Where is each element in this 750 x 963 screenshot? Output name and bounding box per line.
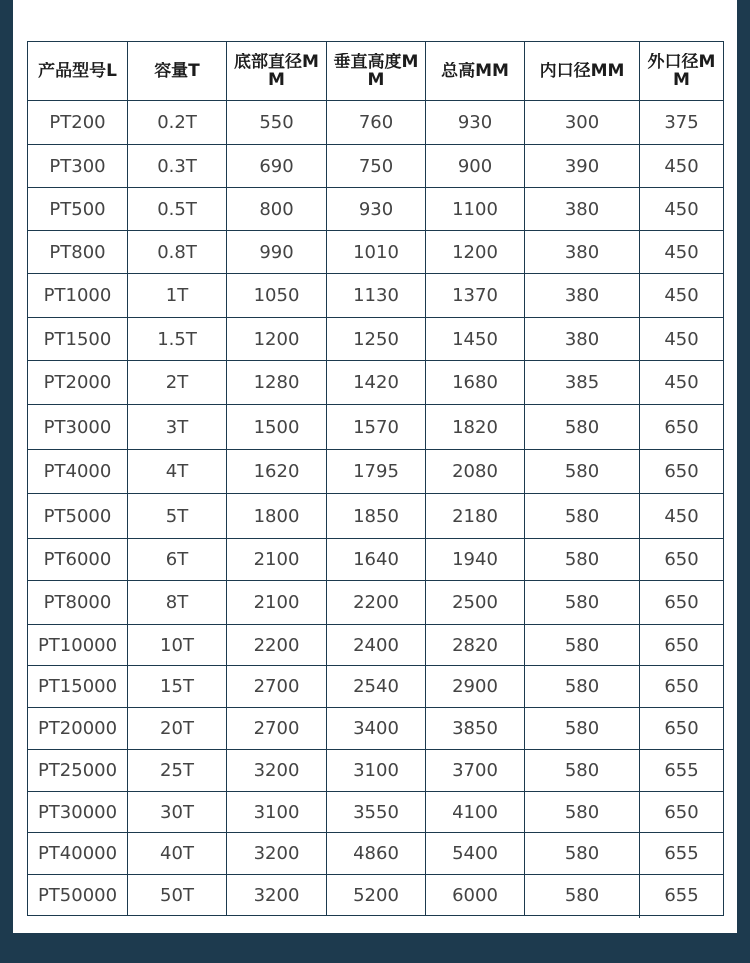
table-row — [28, 750, 724, 792]
cell-inner-diameter: 580 — [525, 708, 640, 750]
header-vertical-height: 垂直高度MM — [327, 42, 426, 101]
cell-total-height: 900 — [426, 145, 525, 188]
cell-vertical-height: 1640 — [327, 539, 426, 581]
cell-outer-diameter: 375 — [640, 101, 724, 145]
cell-inner-diameter: 580 — [525, 792, 640, 833]
header-model: 产品型号L — [28, 42, 128, 101]
cell-capacity: 25T — [128, 750, 227, 792]
cell-bottom-diameter: 2700 — [227, 708, 327, 750]
cell-total-height: 1370 — [426, 274, 525, 318]
cell-capacity: 4T — [128, 450, 227, 494]
cell-vertical-height: 3550 — [327, 792, 426, 833]
cell-model: PT1500 — [28, 318, 128, 361]
cell-outer-diameter: 450 — [640, 494, 724, 539]
cell-outer-diameter: 450 — [640, 145, 724, 188]
cell-vertical-height: 3100 — [327, 750, 426, 792]
cell-inner-diameter: 580 — [525, 539, 640, 581]
table-row — [28, 539, 724, 581]
header-capacity: 容量T — [128, 42, 227, 101]
cell-model: PT500 — [28, 188, 128, 231]
table-row — [28, 405, 724, 450]
table-row — [28, 666, 724, 708]
cell-inner-diameter: 580 — [525, 494, 640, 539]
cell-bottom-diameter: 3100 — [227, 792, 327, 833]
cell-model: PT200 — [28, 101, 128, 145]
cell-vertical-height: 2200 — [327, 581, 426, 625]
table-row — [28, 145, 724, 188]
cell-model: PT4000 — [28, 450, 128, 494]
cell-bottom-diameter: 2100 — [227, 539, 327, 581]
cell-vertical-height: 750 — [327, 145, 426, 188]
cell-model: PT800 — [28, 231, 128, 274]
table-row — [28, 274, 724, 318]
cell-total-height: 3850 — [426, 708, 525, 750]
header-outer-diameter: 外口径MM — [640, 42, 724, 101]
cell-bottom-diameter: 1200 — [227, 318, 327, 361]
cell-vertical-height: 1420 — [327, 361, 426, 405]
cell-vertical-height: 1130 — [327, 274, 426, 318]
cell-inner-diameter: 580 — [525, 750, 640, 792]
cell-vertical-height: 1570 — [327, 405, 426, 450]
cell-capacity: 0.2T — [128, 101, 227, 145]
cell-bottom-diameter: 2700 — [227, 666, 327, 708]
cell-vertical-height: 2400 — [327, 625, 426, 666]
table-row — [28, 188, 724, 231]
table-header-row — [28, 42, 724, 101]
cell-outer-diameter: 650 — [640, 666, 724, 708]
cell-model: PT30000 — [28, 792, 128, 833]
cell-model: PT300 — [28, 145, 128, 188]
table-row — [28, 231, 724, 274]
cell-bottom-diameter: 800 — [227, 188, 327, 231]
cell-capacity: 30T — [128, 792, 227, 833]
cell-vertical-height: 1010 — [327, 231, 426, 274]
cell-total-height: 2080 — [426, 450, 525, 494]
cell-capacity: 50T — [128, 875, 227, 916]
cell-capacity: 0.3T — [128, 145, 227, 188]
cell-bottom-diameter: 990 — [227, 231, 327, 274]
cell-outer-diameter: 650 — [640, 450, 724, 494]
cell-model: PT25000 — [28, 750, 128, 792]
cell-bottom-diameter: 550 — [227, 101, 327, 145]
cell-capacity: 5T — [128, 494, 227, 539]
cell-total-height: 5400 — [426, 833, 525, 875]
cell-total-height: 1820 — [426, 405, 525, 450]
cell-vertical-height: 760 — [327, 101, 426, 145]
cell-total-height: 930 — [426, 101, 525, 145]
cell-capacity: 40T — [128, 833, 227, 875]
cell-outer-diameter: 450 — [640, 318, 724, 361]
cell-bottom-diameter: 1500 — [227, 405, 327, 450]
cell-inner-diameter: 300 — [525, 101, 640, 145]
table-row — [28, 450, 724, 494]
cell-model: PT50000 — [28, 875, 128, 916]
cell-model: PT5000 — [28, 494, 128, 539]
cell-inner-diameter: 380 — [525, 274, 640, 318]
cell-vertical-height: 5200 — [327, 875, 426, 916]
cell-bottom-diameter: 1050 — [227, 274, 327, 318]
cell-inner-diameter: 580 — [525, 625, 640, 666]
cell-inner-diameter: 380 — [525, 188, 640, 231]
table-row — [28, 792, 724, 833]
cell-outer-diameter: 655 — [640, 833, 724, 875]
cell-total-height: 2180 — [426, 494, 525, 539]
cell-capacity: 10T — [128, 625, 227, 666]
cell-model: PT10000 — [28, 625, 128, 666]
cell-model: PT2000 — [28, 361, 128, 405]
cell-outer-diameter: 655 — [640, 750, 724, 792]
cell-inner-diameter: 380 — [525, 231, 640, 274]
header-total-height: 总高MM — [426, 42, 525, 101]
cell-outer-diameter: 450 — [640, 361, 724, 405]
cell-capacity: 8T — [128, 581, 227, 625]
cell-model: PT1000 — [28, 274, 128, 318]
table-row — [28, 101, 724, 145]
cell-model: PT15000 — [28, 666, 128, 708]
cell-total-height: 1680 — [426, 361, 525, 405]
cell-outer-diameter: 450 — [640, 231, 724, 274]
cell-inner-diameter: 390 — [525, 145, 640, 188]
cell-total-height: 2500 — [426, 581, 525, 625]
cell-capacity: 20T — [128, 708, 227, 750]
header-bottom-diameter: 底部直径MM — [227, 42, 327, 101]
cell-inner-diameter: 580 — [525, 581, 640, 625]
cell-total-height: 6000 — [426, 875, 525, 916]
table-row — [28, 361, 724, 405]
cell-total-height: 3700 — [426, 750, 525, 792]
table-row — [28, 494, 724, 539]
cell-capacity: 3T — [128, 405, 227, 450]
cell-outer-diameter: 655 — [640, 875, 724, 916]
cell-vertical-height: 1250 — [327, 318, 426, 361]
cell-total-height: 1940 — [426, 539, 525, 581]
spec-table — [27, 41, 724, 916]
cell-model: PT20000 — [28, 708, 128, 750]
header-inner-diameter: 内口径MM — [525, 42, 640, 101]
cell-bottom-diameter: 2100 — [227, 581, 327, 625]
cell-bottom-diameter: 690 — [227, 145, 327, 188]
cell-model: PT6000 — [28, 539, 128, 581]
table-row — [28, 318, 724, 361]
cell-vertical-height: 2540 — [327, 666, 426, 708]
cell-capacity: 0.8T — [128, 231, 227, 274]
cell-bottom-diameter: 3200 — [227, 750, 327, 792]
cell-model: PT40000 — [28, 833, 128, 875]
cell-capacity: 1.5T — [128, 318, 227, 361]
cell-capacity: 1T — [128, 274, 227, 318]
cell-bottom-diameter: 1620 — [227, 450, 327, 494]
cell-vertical-height: 4860 — [327, 833, 426, 875]
cell-capacity: 2T — [128, 361, 227, 405]
cell-vertical-height: 1795 — [327, 450, 426, 494]
cell-inner-diameter: 580 — [525, 666, 640, 708]
cell-model: PT8000 — [28, 581, 128, 625]
cell-capacity: 15T — [128, 666, 227, 708]
cell-bottom-diameter: 1800 — [227, 494, 327, 539]
cell-bottom-diameter: 1280 — [227, 361, 327, 405]
cell-total-height: 1450 — [426, 318, 525, 361]
cell-outer-diameter: 450 — [640, 188, 724, 231]
table-body — [28, 101, 724, 916]
cell-outer-diameter: 650 — [640, 539, 724, 581]
cell-total-height: 2820 — [426, 625, 525, 666]
content-panel — [13, 0, 737, 933]
cell-inner-diameter: 580 — [525, 405, 640, 450]
cell-outer-diameter: 650 — [640, 581, 724, 625]
cell-outer-diameter: 650 — [640, 625, 724, 666]
cell-total-height: 1200 — [426, 231, 525, 274]
cell-bottom-diameter: 2200 — [227, 625, 327, 666]
table-row — [28, 708, 724, 750]
cell-inner-diameter: 380 — [525, 318, 640, 361]
cell-outer-diameter: 450 — [640, 274, 724, 318]
cell-total-height: 4100 — [426, 792, 525, 833]
cell-vertical-height: 930 — [327, 188, 426, 231]
cell-vertical-height: 3400 — [327, 708, 426, 750]
table-row — [28, 833, 724, 875]
cell-bottom-diameter: 3200 — [227, 833, 327, 875]
cell-inner-diameter: 580 — [525, 450, 640, 494]
divider-line — [639, 908, 640, 918]
cell-inner-diameter: 580 — [525, 875, 640, 916]
cell-total-height: 1100 — [426, 188, 525, 231]
cell-capacity: 0.5T — [128, 188, 227, 231]
cell-total-height: 2900 — [426, 666, 525, 708]
cell-outer-diameter: 650 — [640, 405, 724, 450]
table-row — [28, 875, 724, 916]
cell-outer-diameter: 650 — [640, 708, 724, 750]
cell-capacity: 6T — [128, 539, 227, 581]
table-row — [28, 625, 724, 666]
cell-model: PT3000 — [28, 405, 128, 450]
cell-inner-diameter: 580 — [525, 833, 640, 875]
table-row — [28, 581, 724, 625]
cell-bottom-diameter: 3200 — [227, 875, 327, 916]
cell-outer-diameter: 650 — [640, 792, 724, 833]
cell-inner-diameter: 385 — [525, 361, 640, 405]
cell-vertical-height: 1850 — [327, 494, 426, 539]
